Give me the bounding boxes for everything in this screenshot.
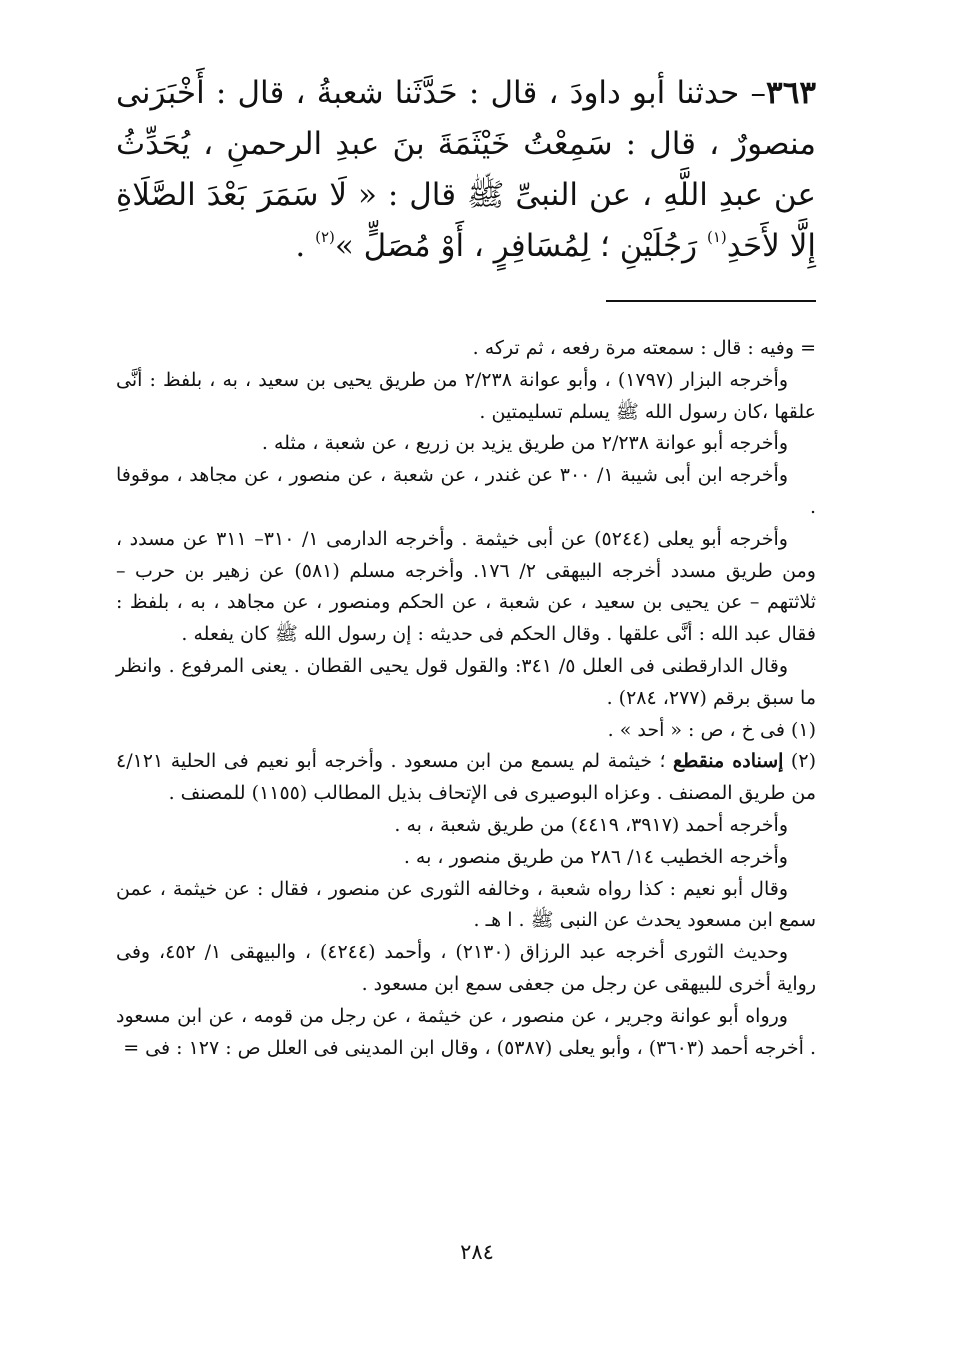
note-paragraph: ورواه أبو عوانة وجرير ، عن منصور ، عن خيثمة ، عن رجل من قومه ، عن ابن مسعود . أخرجه أحمد (٣٦٠٣) ، وأبو يعلى (٥٣٨٧) ، وقال ابن المدينى فى العلل ص : ١٢٧ : فى =: [116, 1004, 816, 1059]
note-paragraph: وأخرجه أبو عوانة ٢/٢٣٨ من طريق يزيد بن زريع ، عن شعبة ، مثله .: [261, 432, 788, 455]
page-number: ٢٨٤: [460, 1240, 494, 1264]
note-paragraph: وأخرجه ابن أبى شيبة ١/ ٣٠٠ عن غندر ، عن شعبة ، عن منصور ، عن مجاهد ، موقوفا .: [116, 464, 816, 518]
note-paragraph: وأخرجه أحمد (٣٩١٧، ٤٤١٩) من طريق شعبة ، به .: [394, 813, 788, 836]
note-paragraph: وأخرجه الخطيب ١٤/ ٢٨٦ من طريق منصور ، به .: [403, 845, 788, 868]
footnote-2-number: (٢): [783, 750, 816, 773]
hadith-body-part2: رَجُلَيْنِ ؛ لِمُسَافِرٍ ، أَوْ مُصَلٍّ »: [334, 228, 707, 264]
footnote-marker-2: (٢): [315, 228, 335, 246]
note-continuation: = وفيه : قال : سمعته مرة رفعه ، ثم تركه .: [472, 337, 816, 359]
hadith-number: ٣٦٣: [766, 75, 816, 111]
hadith-body-part1: – حدثنا أبو داودَ ، قال : حَدَّثَنا شعبةُ ، قال : أَخْبَرَنى منصورٌ ، قال : سَمِعْتُ خَيْثَمَةَ بنَ عبدِ الرحمنِ ، يُحَدِّثُ عن عبدِ اللَّهِ ، عن النبىِّ ﷺ قال : « لَا سَمَرَ بَعْدَ الصَّلَاةِ إِلَّا لأَحَدِ: [116, 75, 816, 264]
note-paragraph: وقال أبو نعيم : كذا رواه شعبة ، وخالفه الثورى عن منصور ، فقال : عن خيثمة ، عمن سمع ابن مسعود يحدث عن النبى ﷺ . ا هـ .: [116, 877, 816, 932]
hadith-text: [116, 68, 816, 272]
footnote-separator: [606, 300, 816, 302]
note-paragraph: وأخرجه أبو يعلى (٥٢٤٤) عن أبى خيثمة . وأخرجه الدارمى ١/ ٣١٠– ٣١١ عن مسدد ، ومن طريق مسدد أخرجه البيهقى ٢/ ١٧٦. وأخرجه مسلم (٥٨١) عن زهير بن حرب – ثلاثتهم – عن يحيى بن سعيد ، عن شعبة ، عن الحكم ومنصور ، عن مجاهد ، به ، بلفظ : فقال عبد الله : أنَّى علقها . وقال الحكم فى حديثه : إن رسول الله ﷺ كان يفعله .: [116, 527, 816, 646]
footnote-2-ruling: إسناده منقطع: [673, 750, 784, 773]
footnote-marker-1: (١): [706, 228, 727, 246]
note-paragraph: وأخرجه البزار (١٧٩٧) ، وأبو عوانة ٢/٢٣٨ من طريق يحيى بن سعيد ، به ، بلفظ : أنَّى علقها ،كان رسول الله ﷺ يسلم تسليمتين .: [116, 368, 816, 423]
footnote-2: [116, 746, 816, 810]
footnote-2-text: ؛ خيثمة لم يسمع من ابن مسعود . وأخرجه أبو نعيم فى الحلية ٤/١٢١ من طريق المصنف . وعزاه البوصيرى فى الإتحاف بذيل المطالب (١١٥٥) للمصنف .: [116, 750, 816, 805]
hadith-body-end: .: [295, 228, 316, 264]
footnotes: [116, 333, 816, 1064]
note-paragraph: وحديث الثورى أخرجه عبد الرزاق (٢١٣٠) ، وأحمد (٤٢٤٤) ، والبيهقى ١/ ٤٥٢، وفى رواية أخرى للبيهقى عن رجل من جعفى سمع ابن مسعود .: [116, 941, 816, 995]
note-paragraph: وقال الدارقطنى فى العلل ٥/ ٣٤١: والقول قول يحيى القطان . يعنى المرفوع . وانظر ما سبق برقم (٢٧٧، ٢٨٤) .: [116, 654, 816, 709]
footnote-1: (١) فى خ ، ص : « أحد » .: [607, 718, 816, 741]
